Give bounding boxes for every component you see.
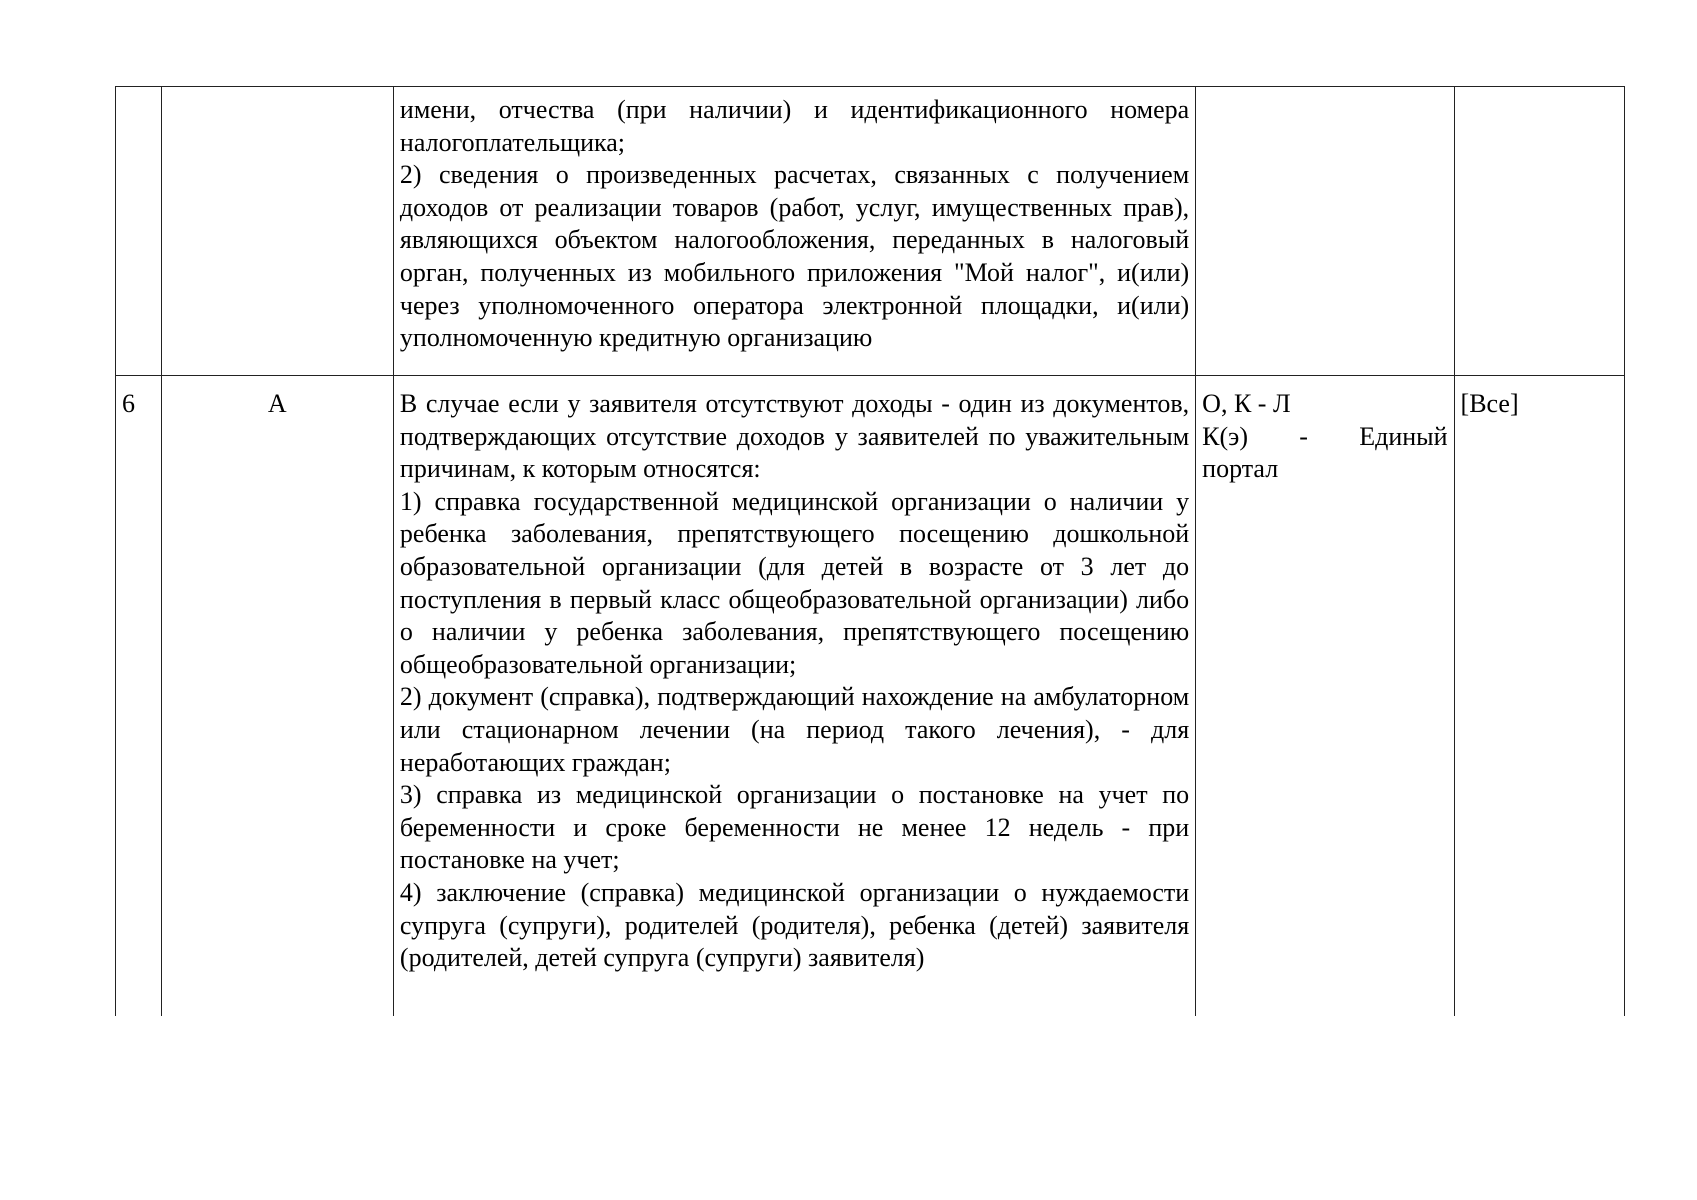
applies-cell: [Все] <box>1454 376 1624 1017</box>
source-line: портал <box>1202 454 1279 484</box>
source-word: - <box>1299 421 1308 451</box>
description-paragraph: 2) сведения о произведенных расчетах, связанных с получением доходов от реализации товаров (работ, услуг, имущественных прав), являющихся объектом налогообложения, переданных в налоговый орган, полученных из мобильного приложения "Мой налог", и(или) через уполномоченного оператора электронной площадки, и(или) уполномоченную кредитную организацию <box>399 160 1190 353</box>
row-number-cell: 6 <box>116 376 162 1017</box>
description-paragraph: В случае если у заявителя отсутствуют доходы - один из документов, подтверждающих отсутствие доходов у заявителей по уважительным причинам, к которым относятся: <box>399 389 1190 484</box>
table-row <box>116 87 1625 376</box>
applies-cell <box>1454 87 1624 376</box>
description-paragraph: 3) справка из медицинской организации о постановке на учет по беременности и сроке беременности не менее 12 недель - при постановке на учет; <box>399 780 1190 875</box>
description-paragraph: 1) справка государственной медицинской организации о наличии у ребенка заболевания, препятствующего посещению дошкольной образовательной организации (для детей в возрасте от 3 лет до поступления в первый класс общеобразовательной организации) либо о наличии у ребенка заболевания, препятствующего посещению общеобразовательной организации; <box>399 486 1190 679</box>
category-cell: А <box>161 376 393 1017</box>
description-cell <box>393 87 1195 376</box>
description-paragraph: имени, отчества (при наличии) и идентификационного номера налогоплательщика; <box>399 95 1190 157</box>
row-number-cell <box>116 87 162 376</box>
source-word: К(э) <box>1202 421 1248 451</box>
source-line-justified <box>1202 421 1447 454</box>
source-line: О, К - Л <box>1202 389 1291 418</box>
table-row <box>116 376 1625 1017</box>
source-cell <box>1196 376 1454 1017</box>
source-cell <box>1196 87 1454 376</box>
description-paragraph: 2) документ (справка), подтверждающий нахождение на амбулаторном или стационарном лечении (на период такого лечения), - для неработающих граждан; <box>399 682 1190 777</box>
source-word: Единый <box>1359 421 1448 451</box>
category-cell <box>161 87 393 376</box>
description-cell <box>393 376 1195 1017</box>
documents-table <box>115 86 1625 1016</box>
description-paragraph: 4) заключение (справка) медицинской организации о нуждаемости супруга (супруги), родителей (родителя), ребенка (детей) заявителя (родителей, детей супруга (супруги) заявителя) <box>399 877 1190 973</box>
